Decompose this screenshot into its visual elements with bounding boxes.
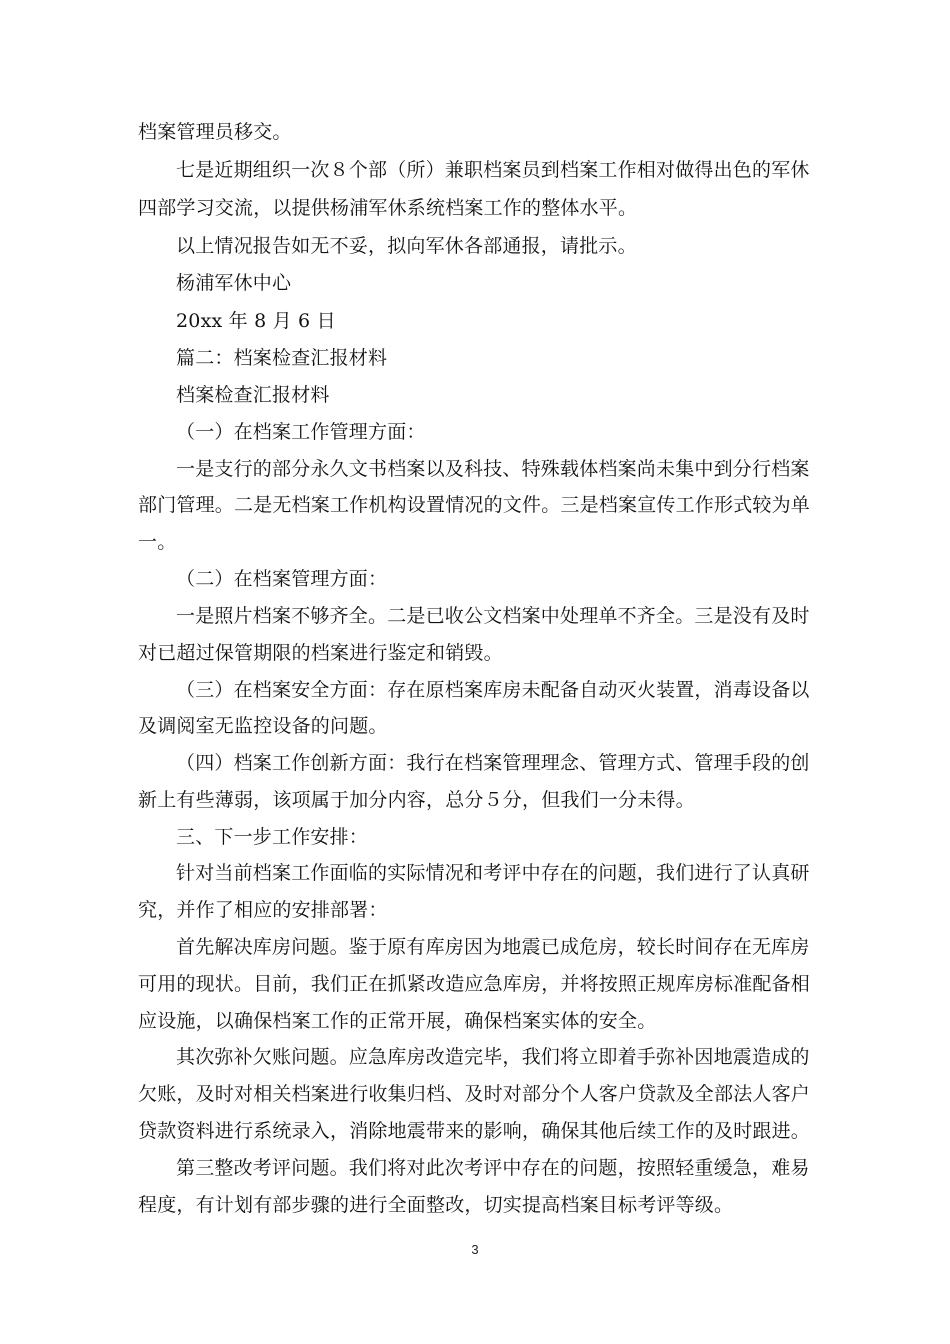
- section-heading: 三、下一步工作安排：: [176, 826, 369, 848]
- paragraph-line: 一。: [138, 531, 177, 553]
- paragraph-line: 程度，有计划有部步骤的进行全面整改，切实提高档案目标考评等级。: [138, 1194, 734, 1216]
- paragraph-line: 七是近期组织一次８个部（所）兼职档案员到档案工作相对做得出色的军休: [176, 159, 810, 181]
- subsection-heading: （二）在档案管理方面：: [176, 568, 388, 590]
- section-heading: 篇二：档案检查汇报材料: [176, 347, 388, 369]
- signature-org: 杨浦军休中心: [176, 272, 292, 294]
- page-number: 3: [471, 1242, 479, 1257]
- paragraph-line: 一是支行的部分永久文书档案以及科技、特殊载体档案尚未集中到分行档案: [176, 458, 810, 480]
- paragraph-line: 究，并作了相应的安排部署：: [138, 899, 388, 921]
- paragraph-line: 贷款资料进行系统录入，消除地震带来的影响，确保其他后续工作的及时跟进。: [138, 1120, 811, 1142]
- paragraph-line: 第三整改考评问题。我们将对此次考评中存在的问题，按照轻重缓急，难易: [176, 1157, 810, 1179]
- paragraph-line: 首先解决库房问题。鉴于原有库房因为地震已成危房，较长时间存在无库房: [176, 936, 810, 958]
- signature-date: 20xx 年 8 月 6 日: [176, 310, 336, 332]
- paragraph-line: 以上情况报告如无不妥，拟向军休各部通报，请批示。: [176, 235, 637, 257]
- paragraph-line: （三）在档案安全方面：存在原档案库房未配备自动灭火装置，消毒设备以: [176, 679, 810, 701]
- paragraph-line: 及调阅室无监控设备的问题。: [138, 715, 388, 737]
- paragraph-line: 一是照片档案不够齐全。二是已收公文档案中处理单不齐全。三是没有及时: [176, 605, 810, 627]
- paragraph-line: 其次弥补欠账问题。应急库房改造完毕，我们将立即着手弥补因地震造成的: [176, 1046, 810, 1068]
- paragraph-line: 新上有些薄弱，该项属于加分内容，总分５分，但我们一分未得。: [138, 789, 695, 811]
- paragraph-line: （四）档案工作创新方面：我行在档案管理理念、管理方式、管理手段的创: [176, 752, 810, 774]
- paragraph-line: 可用的现状。目前，我们正在抓紧改造应急库房，并将按照正规库房标准配备相: [138, 973, 811, 995]
- paragraph-line: 欠账，及时对相关档案进行收集归档、及时对部分个人客户贷款及全部法人客户: [138, 1083, 811, 1105]
- paragraph-line: 对已超过保管期限的档案进行鉴定和销毁。: [138, 642, 503, 664]
- paragraph-line: 针对当前档案工作面临的实际情况和考评中存在的问题，我们进行了认真研: [176, 862, 810, 884]
- paragraph-line: 四部学习交流，以提供杨浦军休系统档案工作的整体水平。: [138, 197, 638, 219]
- paragraph-line: 档案管理员移交。: [138, 121, 292, 143]
- paragraph-line: 应设施，以确保档案工作的正常开展，确保档案实体的安全。: [138, 1010, 657, 1032]
- paragraph-line: 部门管理。二是无档案工作机构设置情况的文件。三是档案宣传工作形式较为单: [138, 494, 811, 516]
- subsection-heading: （一）在档案工作管理方面：: [176, 421, 426, 443]
- document-title: 档案检查汇报材料: [176, 384, 330, 406]
